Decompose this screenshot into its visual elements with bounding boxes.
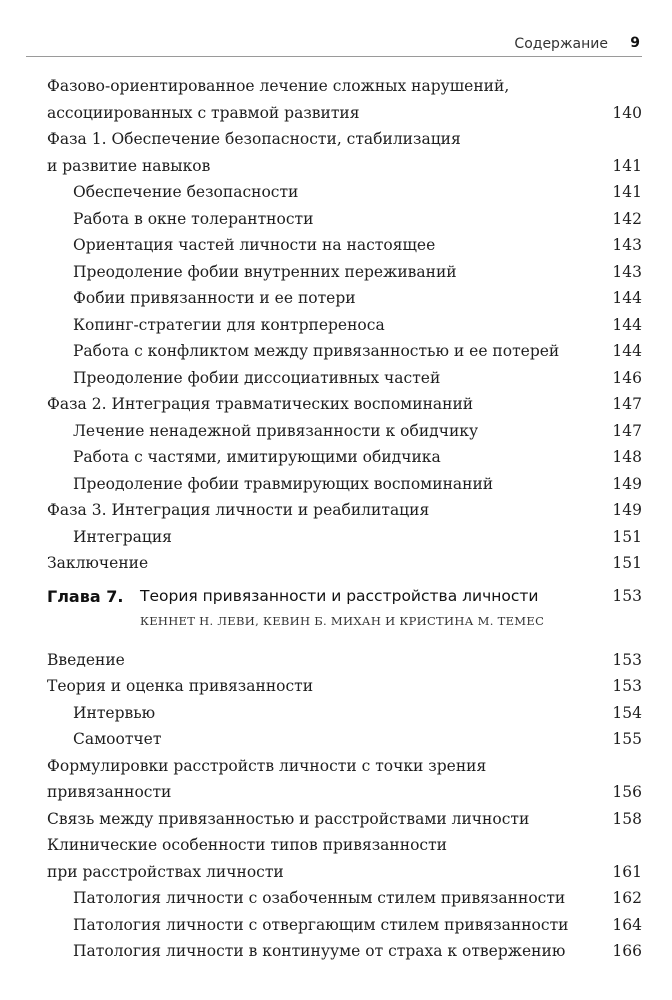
toc-entry-page-number: 162 (612, 889, 642, 907)
toc-entry-page-number: 141 (612, 183, 642, 201)
toc-entry[interactable] (0, 550, 672, 577)
toc-entry-page-number: 149 (612, 474, 642, 493)
toc-entry-page-number: 147 (612, 421, 642, 440)
toc-entry[interactable] (0, 726, 672, 753)
toc-entry-page-number: 154 (612, 703, 642, 722)
toc-entry[interactable] (0, 179, 672, 206)
toc-entry-title-line: Фазово-ориентированное лечение сложных нарушений, (47, 77, 510, 95)
toc-entry-page-number: 151 (612, 554, 642, 572)
toc-entry[interactable] (0, 471, 672, 498)
toc-entry[interactable] (0, 938, 672, 965)
toc-entry-title: Работа с конфликтом между привязанностью и ее потерей (73, 342, 560, 360)
toc-entry[interactable] (0, 259, 672, 286)
toc-section-chapter-7 (0, 647, 672, 965)
toc-entry-page-number: 153 (612, 650, 642, 669)
chapter-heading[interactable] (0, 583, 672, 647)
toc-entry[interactable] (0, 832, 672, 885)
toc-entry-title-line: Клинические особенности типов привязанности (47, 836, 447, 854)
toc-entry-title: Обеспечение безопасности (73, 183, 299, 201)
toc-entry-page-number: 148 (612, 448, 642, 466)
toc-entry-title: Введение (47, 650, 125, 669)
table-of-contents (0, 73, 672, 965)
toc-entry-page-number: 142 (612, 209, 642, 228)
toc-entry-page-number: 156 (612, 783, 642, 801)
toc-entry-title-line: при расстройствах личности (47, 862, 284, 881)
running-header (26, 34, 642, 57)
toc-entry[interactable] (0, 126, 672, 179)
toc-entry-title: Преодоление фобии диссоциативных частей (73, 368, 441, 387)
toc-entry[interactable] (0, 418, 672, 445)
toc-entry[interactable] (0, 912, 672, 939)
toc-entry[interactable] (0, 806, 672, 833)
toc-entry[interactable] (0, 497, 672, 524)
toc-entry-title: Копинг-стратегии для контрпереноса (73, 315, 385, 334)
toc-entry-page-number: 166 (612, 942, 642, 960)
toc-entry-title: Патология личности в континууме от страха к отвержению (73, 942, 566, 960)
toc-entry-title-line: и развитие навыков (47, 156, 211, 175)
toc-entry-title: Интеграция (73, 527, 172, 546)
toc-entry-title: Ориентация частей личности на настоящее (73, 236, 436, 254)
toc-entry[interactable] (0, 885, 672, 912)
toc-entry-page-number: 141 (612, 156, 642, 175)
toc-entry[interactable] (0, 206, 672, 233)
toc-entry-title: Заключение (47, 554, 149, 572)
toc-entry[interactable] (0, 753, 672, 806)
toc-entry-page-number: 151 (612, 527, 642, 546)
toc-entry-title: Работа в окне толерантности (73, 209, 314, 228)
toc-entry[interactable] (0, 391, 672, 418)
toc-entry-page-number: 144 (612, 289, 642, 307)
toc-entry[interactable] (0, 524, 672, 551)
toc-entry-page-number: 144 (612, 315, 642, 334)
toc-entry[interactable] (0, 444, 672, 471)
toc-entry-title: Фобии привязанности и ее потери (73, 289, 356, 307)
toc-entry-title: Патология личности с озабоченным стилем привязанности (73, 889, 566, 907)
toc-section-previous-chapter (0, 73, 672, 577)
chapter-authors: КЕННЕТ Н. ЛЕВИ, КЕВИН Б. МИХАН И КРИСТИНА М. ТЕМЕС (140, 613, 545, 628)
toc-entry-title: Фаза 3. Интеграция личности и реабилитация (47, 501, 430, 519)
chapter-number: Глава 7. (47, 586, 124, 606)
toc-entry[interactable] (0, 365, 672, 392)
toc-entry-page-number: 147 (612, 395, 642, 413)
toc-entry-title: Самоотчет (73, 730, 162, 748)
running-header-title: Содержание (514, 36, 608, 52)
page-number: 9 (630, 35, 640, 51)
chapter-title: Теория привязанности и расстройства личности (140, 586, 539, 605)
toc-entry[interactable] (0, 700, 672, 727)
toc-entry-title: Фаза 2. Интеграция травматических воспоминаний (47, 395, 474, 413)
toc-entry-page-number: 161 (612, 862, 642, 881)
toc-entry[interactable] (0, 338, 672, 365)
toc-entry-page-number: 143 (612, 236, 642, 254)
toc-entry-title: Преодоление фобии внутренних переживаний (73, 262, 457, 281)
toc-entry-page-number: 164 (612, 915, 642, 934)
toc-entry-page-number: 149 (612, 501, 642, 519)
toc-entry[interactable] (0, 73, 672, 126)
toc-entry-title-line: Формулировки расстройств личности с точки зрения (47, 756, 487, 775)
toc-entry-page-number: 140 (612, 103, 642, 122)
toc-entry-page-number: 144 (612, 342, 642, 360)
toc-entry-title: Связь между привязанностью и расстройствами личности (47, 809, 530, 828)
toc-entry[interactable] (0, 673, 672, 700)
toc-entry-title: Преодоление фобии травмирующих воспоминаний (73, 474, 494, 493)
toc-entry-page-number: 155 (612, 730, 642, 748)
toc-entry-title-line: привязанности (47, 783, 172, 801)
toc-entry[interactable] (0, 312, 672, 339)
toc-entry[interactable] (0, 285, 672, 312)
toc-entry-title: Работа с частями, имитирующими обидчика (73, 448, 441, 466)
toc-entry-page-number: 143 (612, 262, 642, 281)
toc-entry[interactable] (0, 232, 672, 259)
toc-entry-title: Патология личности с отвергающим стилем привязанности (73, 915, 569, 934)
toc-entry-title-line: ассоциированных с травмой развития (47, 103, 360, 122)
toc-entry-page-number: 153 (612, 677, 642, 695)
toc-entry[interactable] (0, 647, 672, 674)
toc-entry-title: Теория и оценка привязанности (47, 677, 314, 695)
toc-entry-title-line: Фаза 1. Обеспечение безопасности, стабилизация (47, 130, 461, 148)
toc-entry-page-number: 158 (612, 809, 642, 828)
chapter-page-number: 153 (612, 586, 642, 605)
toc-entry-title: Лечение ненадежной привязанности к обидчику (73, 421, 479, 440)
toc-entry-title: Интервью (73, 703, 156, 722)
toc-entry-page-number: 146 (612, 368, 642, 387)
